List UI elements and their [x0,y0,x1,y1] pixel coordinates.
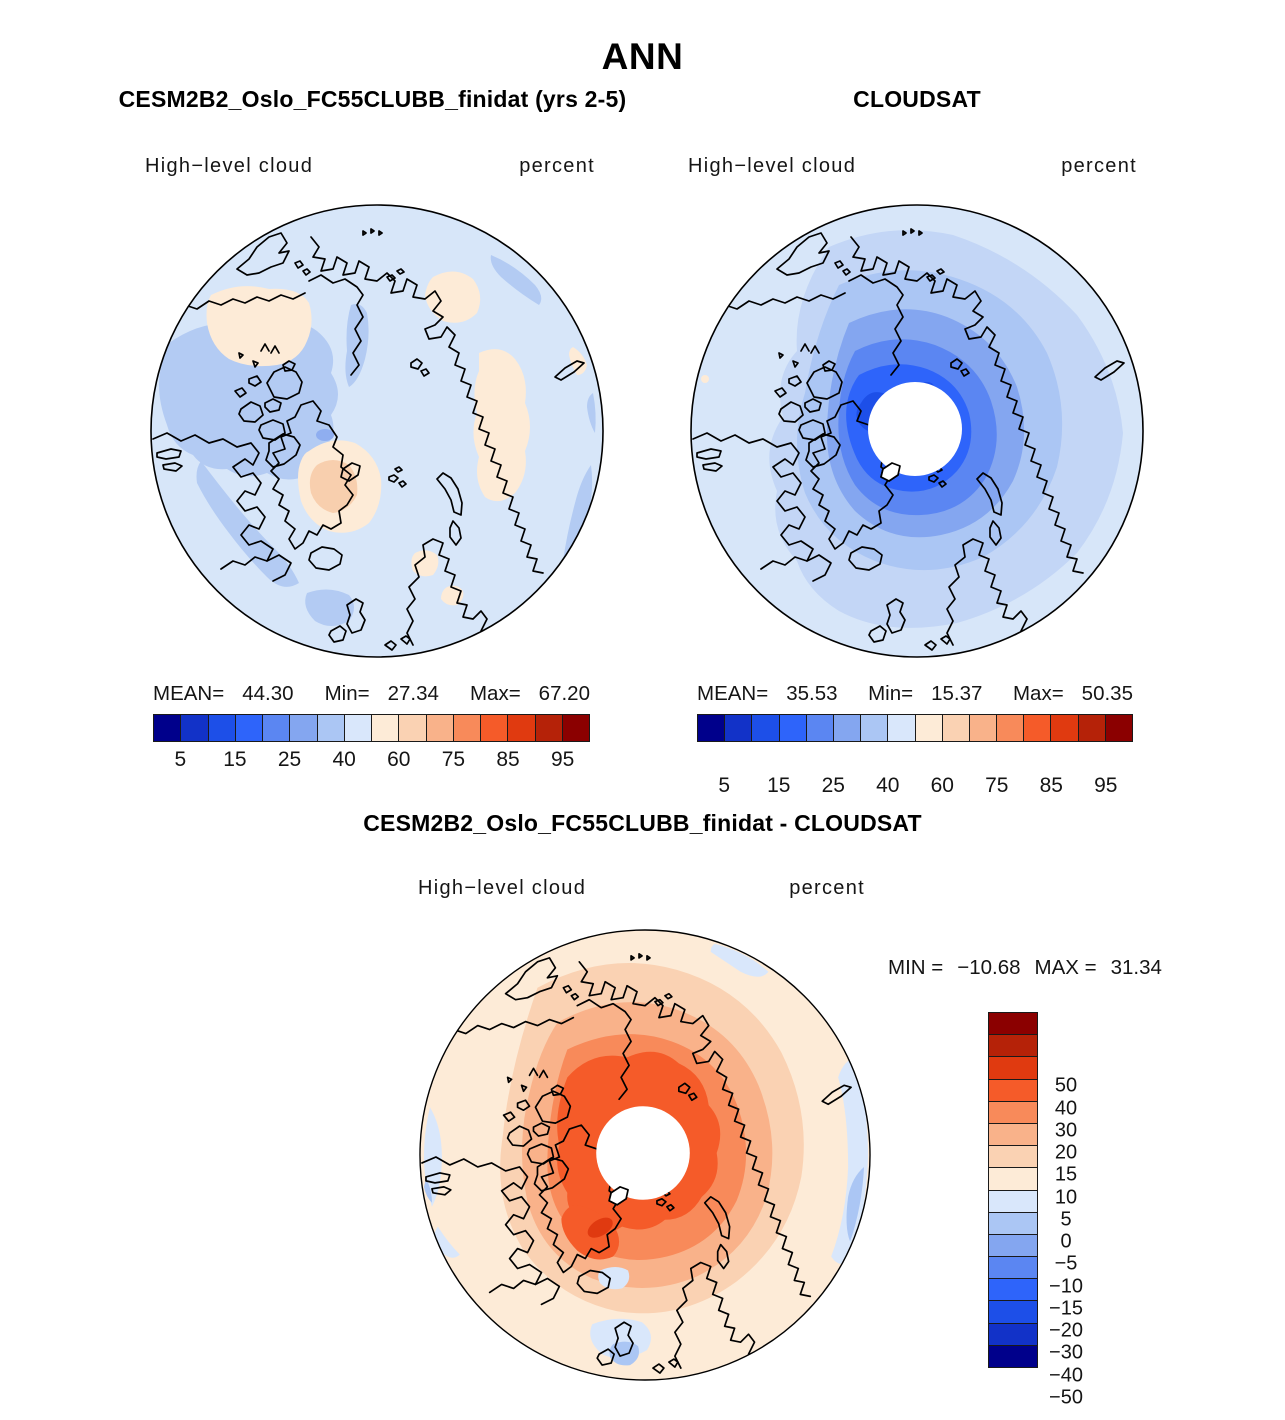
colorbar-tick-label: 85 [1039,774,1063,797]
colorbar-tick-label: 25 [821,774,845,797]
colorbar-tick-label: 20 [1054,1141,1078,1164]
colorbar-tick-label: 10 [1054,1186,1078,1208]
min-value: −10.68 [957,956,1021,979]
max-value: 67.20 [538,682,590,705]
mean-label: MEAN= [153,682,225,705]
obs-stats [697,682,1133,706]
colorbar-tick-label: 40 [1054,1097,1078,1119]
colorbar-tick-label: −20 [1049,1319,1083,1342]
mean-value: 35.53 [786,682,838,705]
diff-field-label: High−level cloud [418,877,587,899]
model-colorbar-ticks [153,748,590,774]
max-label: Max= [1012,682,1064,705]
min-label: Min= [868,682,914,705]
obs-colorbar [697,714,1133,742]
colorbar-tick-label: −10 [1049,1275,1083,1297]
min-label: Min= [324,682,370,705]
colorbar-tick-label: 5 [1060,1208,1072,1231]
mean-label: MEAN= [697,682,769,705]
model-subtitle: CESM2B2_Oslo_FC55CLUBB_finidat (yrs 2-5) [118,86,627,112]
min-value: 15.37 [931,682,983,705]
colorbar-tick-label: 60 [930,774,954,797]
colorbar-tick-label: 0 [1060,1230,1072,1253]
colorbar-tick-label: 60 [387,748,411,771]
colorbar-tick-label: 30 [1054,1119,1078,1142]
colorbar-tick-label: 40 [876,774,900,797]
colorbar-tick-label: 25 [277,748,302,771]
colorbar-tick-label: −40 [1049,1364,1083,1386]
colorbar-tick-label: 75 [985,774,1009,797]
model-colorbar [153,714,590,742]
diff-colorbar-ticks [1044,1064,1088,1420]
colorbar-tick-label: 15 [223,748,247,771]
polar-data-gap [596,1106,690,1200]
model-map [149,203,605,659]
model-field-label: High−level cloud [145,155,314,177]
max-value: 31.34 [1110,956,1162,979]
model-field-row [145,155,595,178]
colorbar-tick-label: 40 [332,748,356,771]
min-value: 27.34 [387,682,439,705]
diff-colorbar [988,1012,1038,1368]
difference-map [418,928,872,1382]
diff-stats [888,956,1162,980]
obs-colorbar-ticks [697,774,1133,800]
page-title: ANN [601,36,684,77]
model-units-label: percent [519,155,595,177]
colorbar-tick-label: −50 [1049,1386,1083,1409]
obs-units-label: percent [1061,155,1137,177]
cloudsat-map [689,203,1145,659]
obs-field-label: High−level cloud [688,155,857,177]
colorbar-tick-label: 50 [1054,1074,1078,1097]
mean-value: 44.30 [242,682,294,705]
max-value: 50.35 [1081,682,1133,705]
colorbar-tick-label: 95 [1094,774,1118,797]
colorbar-tick-label: −5 [1054,1252,1078,1275]
colorbar-tick-label: 5 [718,774,731,797]
diff-subtitle: CESM2B2_Oslo_FC55CLUBB_finidat - CLOUDSAT [363,810,922,836]
colorbar-tick-label: 15 [1054,1163,1078,1186]
max-label: MAX = [1034,956,1097,979]
obs-field-row [688,155,1137,178]
polar-data-gap [868,382,962,476]
diff-field-row [418,877,865,900]
colorbar-tick-label: 75 [441,748,466,771]
colorbar-tick-label: −30 [1049,1341,1083,1364]
max-label: Max= [469,682,521,705]
colorbar-tick-label: 5 [174,748,187,771]
model-stats [153,682,590,706]
colorbar-tick-label: 85 [496,748,520,771]
obs-subtitle: CLOUDSAT [853,86,981,112]
colorbar-tick-label: 95 [551,748,575,771]
colorbar-tick-label: 15 [767,774,791,797]
min-label: MIN = [888,956,944,979]
colorbar-tick-label: −15 [1049,1297,1083,1320]
diff-units-label: percent [789,877,865,899]
